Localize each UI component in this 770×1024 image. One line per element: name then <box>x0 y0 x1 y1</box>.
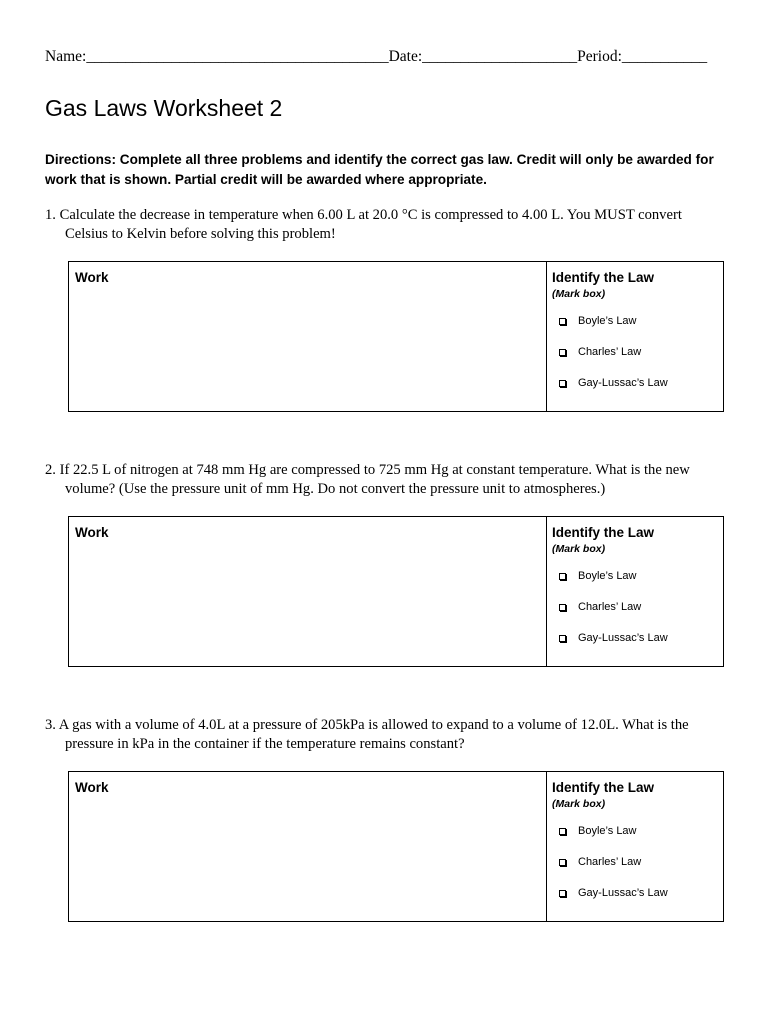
page-title: Gas Laws Worksheet 2 <box>45 95 283 121</box>
option-charles-law[interactable] <box>559 854 641 870</box>
identify-law-cell-2 <box>547 517 723 666</box>
mark-box-note: (Mark box) <box>552 543 606 555</box>
question-2-line-2: volume? (Use the pressure unit of mm Hg. Do not convert the pressure unit to atmospheres.) <box>65 481 606 497</box>
checkbox-icon[interactable] <box>559 318 566 325</box>
option-boyles-law[interactable] <box>559 313 637 329</box>
option-boyles-law[interactable] <box>559 568 637 584</box>
checkbox-icon[interactable] <box>559 604 566 611</box>
work-label: Work <box>75 525 109 540</box>
question-1-line-1: 1. Calculate the decrease in temperature when 6.00 L at 20.0 °C is compressed to 4.00 L. You MUST convert <box>45 207 682 223</box>
question-1-line-2: Celsius to Kelvin before solving this problem! <box>65 226 336 242</box>
checkbox-icon[interactable] <box>559 859 566 866</box>
option-label: Charles’ Law <box>578 856 642 868</box>
option-gay-lussacs-law[interactable] <box>559 885 668 901</box>
work-area-3[interactable] <box>69 772 547 921</box>
answer-box-3 <box>68 771 724 922</box>
identify-law-cell-3 <box>547 772 723 921</box>
mark-box-note: (Mark box) <box>552 288 606 300</box>
work-label: Work <box>75 270 109 285</box>
option-label: Gay-Lussac’s Law <box>578 632 668 644</box>
question-3-line-1: 3. A gas with a volume of 4.0L at a pressure of 205kPa is allowed to expand to a volume of 12.0L. What is the <box>45 717 689 733</box>
option-gay-lussacs-law[interactable] <box>559 375 668 391</box>
option-charles-law[interactable] <box>559 344 641 360</box>
checkbox-icon[interactable] <box>559 573 566 580</box>
header-line: Name:_______________________________________Date:____________________Period:___________ <box>45 48 708 65</box>
work-area-1[interactable] <box>69 262 547 411</box>
work-label: Work <box>75 780 109 795</box>
identify-law-title: Identify the Law <box>552 525 655 540</box>
answer-box-1 <box>68 261 724 412</box>
option-label: Boyle’s Law <box>578 825 637 837</box>
question-2-line-1: 2. If 22.5 L of nitrogen at 748 mm Hg are compressed to 725 mm Hg at constant temperature. What is the new <box>45 462 690 478</box>
option-label: Gay-Lussac’s Law <box>578 887 668 899</box>
answer-box-2 <box>68 516 724 667</box>
option-label: Gay-Lussac’s Law <box>578 377 668 389</box>
question-3-line-2: pressure in kPa in the container if the temperature remains constant? <box>65 736 465 752</box>
work-area-2[interactable] <box>69 517 547 666</box>
checkbox-icon[interactable] <box>559 635 566 642</box>
checkbox-icon[interactable] <box>559 349 566 356</box>
identify-law-cell-1 <box>547 262 723 411</box>
option-label: Boyle’s Law <box>578 315 637 327</box>
option-charles-law[interactable] <box>559 599 641 615</box>
option-boyles-law[interactable] <box>559 823 637 839</box>
directions: Directions: Complete all three problems and identify the correct gas law. Credit will only be awarded for work that is shown. Partial credit will be awarded where appropriate. <box>45 152 714 187</box>
checkbox-icon[interactable] <box>559 380 566 387</box>
checkbox-icon[interactable] <box>559 890 566 897</box>
option-label: Charles’ Law <box>578 346 642 358</box>
identify-law-title: Identify the Law <box>552 780 655 795</box>
identify-law-title: Identify the Law <box>552 270 655 285</box>
mark-box-note: (Mark box) <box>552 798 606 810</box>
option-gay-lussacs-law[interactable] <box>559 630 668 646</box>
option-label: Charles’ Law <box>578 601 642 613</box>
option-label: Boyle’s Law <box>578 570 637 582</box>
checkbox-icon[interactable] <box>559 828 566 835</box>
